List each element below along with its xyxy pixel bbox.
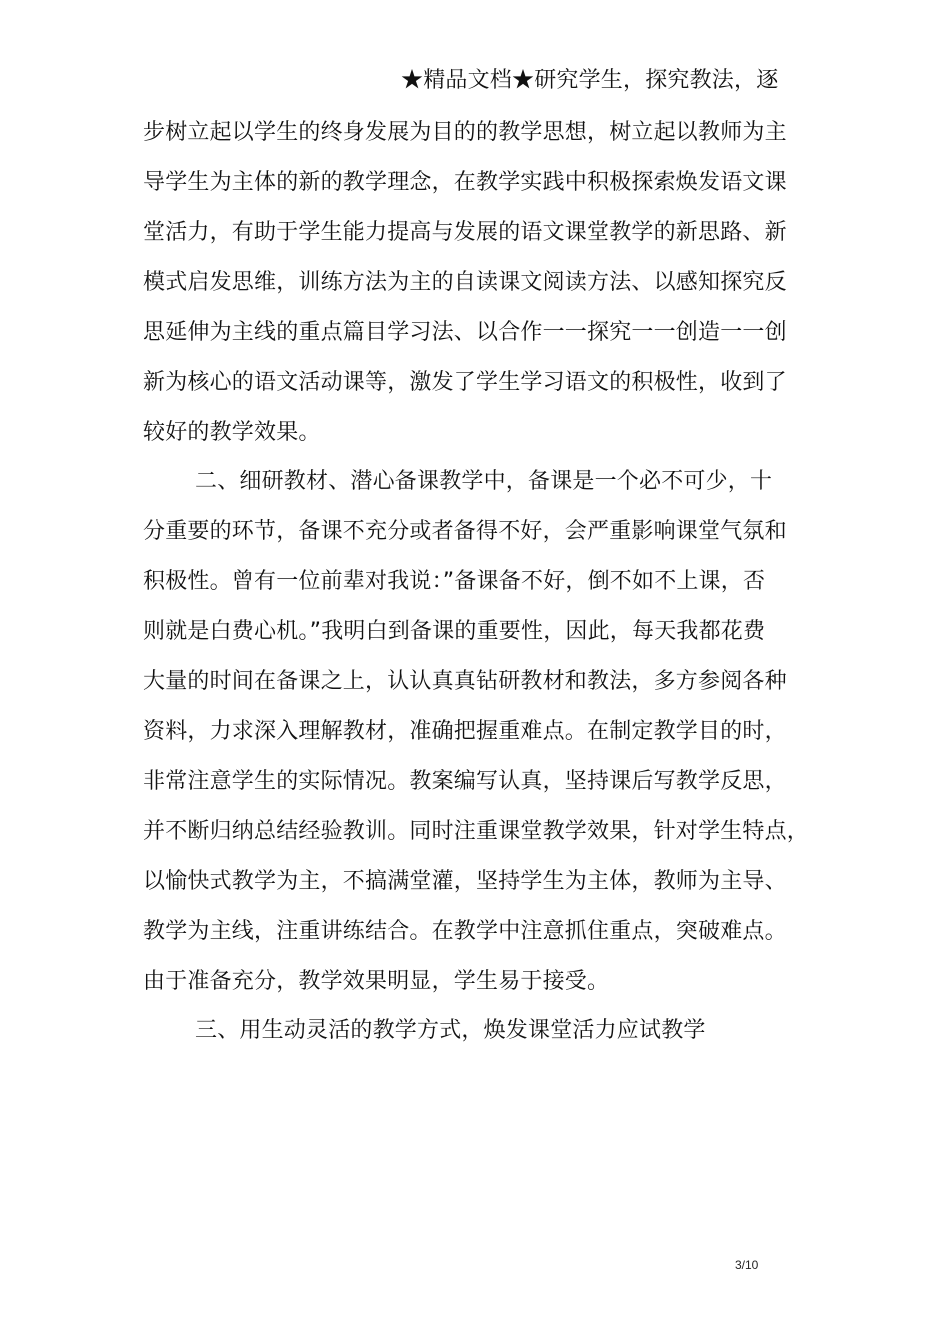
- text-line: 思延伸为主线的重点篇目学习法、以合作一一探究一一创造一一创: [143, 320, 787, 345]
- page-number: 3/10: [735, 1258, 759, 1272]
- text-line: 由于准备充分，教学效果明显，学生易于接受。: [143, 969, 610, 994]
- text-line: 较好的教学效果。: [143, 420, 321, 445]
- header-text: 研究学生，探究教法，逐: [534, 68, 779, 93]
- section-heading-line: 三、用生动灵活的教学方式，焕发课堂活力应试教学: [195, 1018, 706, 1043]
- text-line: 大量的时间在备课之上，认认真真钻研教材和教法，多方参阅各种: [143, 669, 787, 694]
- text-line: 分重要的环节，备课不充分或者备得不好，会严重影响课堂气氛和: [143, 519, 787, 544]
- text-line: 步树立起以学生的终身发展为目的的教学思想，树立起以教师为主: [143, 120, 787, 145]
- text-line: 堂活力，有助于学生能力提高与发展的语文课堂教学的新思路、新: [143, 220, 787, 245]
- text-line: 资料，力求深入理解教材，准确把握重难点。在制定教学目的时，: [143, 719, 787, 744]
- text-line: 教学为主线，注重讲练结合。在教学中注意抓住重点，突破难点。: [143, 919, 787, 944]
- section-heading-line: 二、细研教材、潜心备课教学中，备课是一个必不可少，十: [195, 469, 773, 494]
- document-brand: ★精品文档★: [401, 68, 535, 93]
- text-line: 则就是白费心机。”我明白到备课的重要性，因此，每天我都花费: [143, 619, 766, 644]
- text-line: 并不断归纳总结经验教训。同时注重课堂教学效果，针对学生特点，: [143, 819, 810, 844]
- text-line: 非常注意学生的实际情况。教案编写认真，坚持课后写教学反思，: [143, 769, 787, 794]
- text-line: 以愉快式教学为主，不搞满堂灌，坚持学生为主体，教师为主导、: [143, 869, 787, 894]
- header-line: [401, 66, 778, 96]
- text-line: 模式启发思维，训练方法为主的自读课文阅读方法、以感知探究反: [143, 270, 787, 295]
- text-line: 积极性。曾有一位前辈对我说：”备课备不好，倒不如不上课，否: [143, 569, 766, 594]
- text-line: 导学生为主体的新的教学理念，在教学实践中积极探索焕发语文课: [143, 170, 787, 195]
- text-line: 新为核心的语文活动课等，激发了学生学习语文的积极性，收到了: [143, 370, 787, 395]
